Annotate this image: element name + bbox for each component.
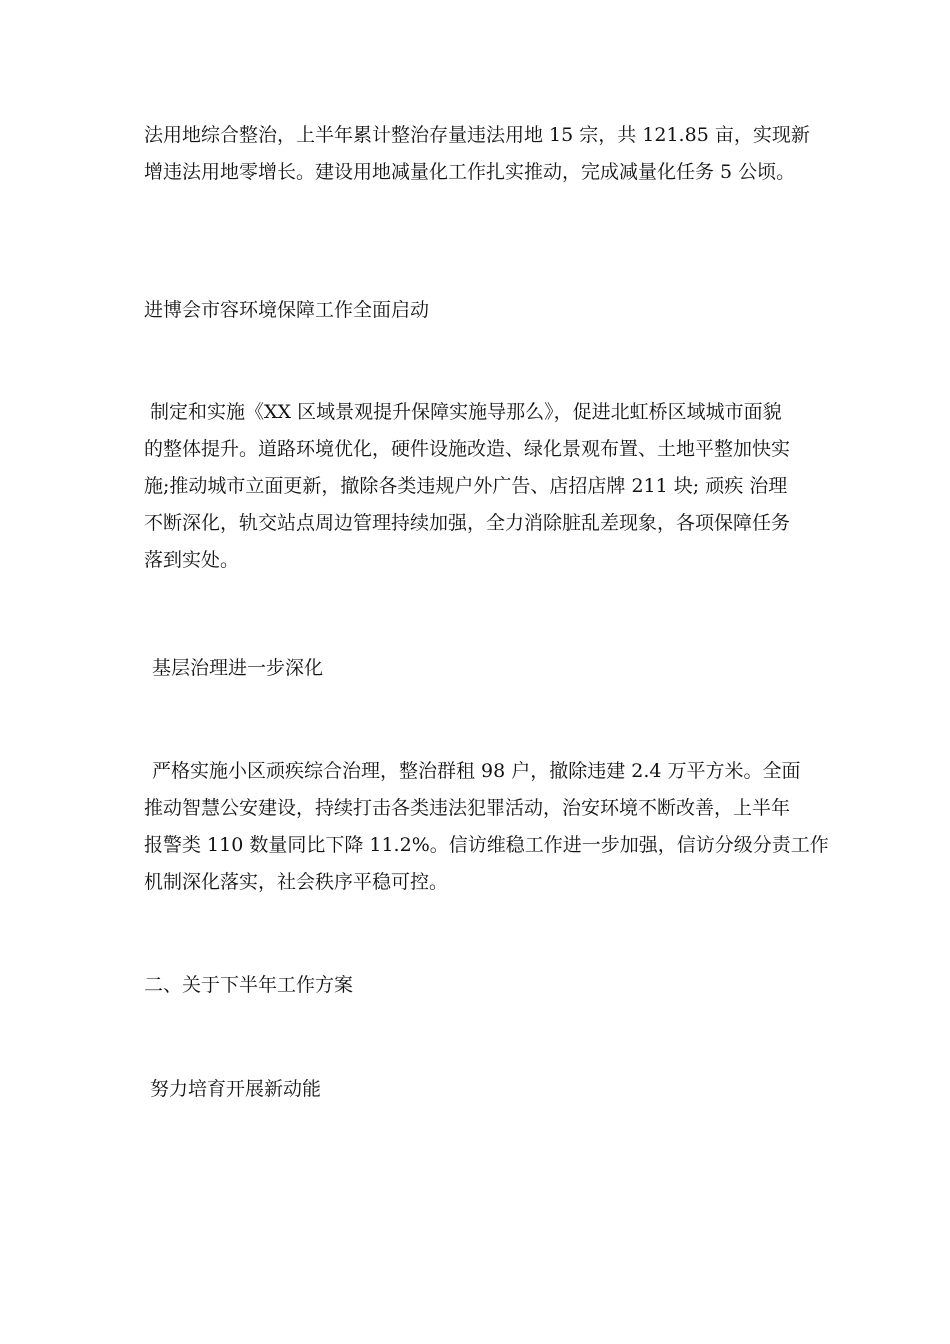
paragraph-line: 法用地综合整治，上半年累计整治存量违法用地 15 宗，共 121.85 亩，实现新	[144, 124, 810, 146]
heading-expo-environment: 进博会市容环境保障工作全面启动	[144, 299, 430, 321]
paragraph-line: 严格实施小区顽疾综合治理，整治群租 98 户，撤除违建 2.4 万平方米。全面	[152, 760, 801, 782]
paragraph-line: 增违法用地零增长。建设用地减量化工作扎实推动，完成减量化任务 5 公顷。	[144, 161, 796, 183]
paragraph-land-remediation	[144, 117, 814, 191]
paragraph-line: 不断深化，轨交站点周边管理持续加强，全力消除脏乱差现象，各项保障任务	[144, 512, 791, 534]
paragraph-community-governance	[144, 753, 829, 901]
paragraph-line: 落到实处。	[144, 549, 240, 571]
heading-grassroots-governance: 基层治理进一步深化	[152, 657, 324, 679]
paragraph-line: 报警类 110 数量同比下降 11.2%。信访维稳工作进一步加强，信访分级分责工作	[144, 834, 829, 856]
paragraph-line: 制定和实施《XX 区域景观提升保障实施导那么》，促进北虹桥区域城市面貌	[150, 401, 782, 423]
paragraph-line: 推动智慧公安建设，持续打击各类违法犯罪活动，治安环境不断改善，上半年	[144, 797, 791, 819]
paragraph-line: 机制深化落实，社会秩序平稳可控。	[144, 871, 449, 893]
heading-new-momentum: 努力培育开展新动能	[150, 1078, 322, 1100]
paragraph-landscape-plan	[144, 394, 820, 579]
heading-second-half-plan: 二、关于下半年工作方案	[144, 974, 354, 996]
paragraph-line: 的整体提升。道路环境优化，硬件设施改造、绿化景观布置、土地平整加快实	[144, 438, 791, 460]
paragraph-line: 施;推动城市立面更新，撤除各类违规户外广告、店招店牌 211 块; 顽疾 治理	[144, 475, 788, 497]
